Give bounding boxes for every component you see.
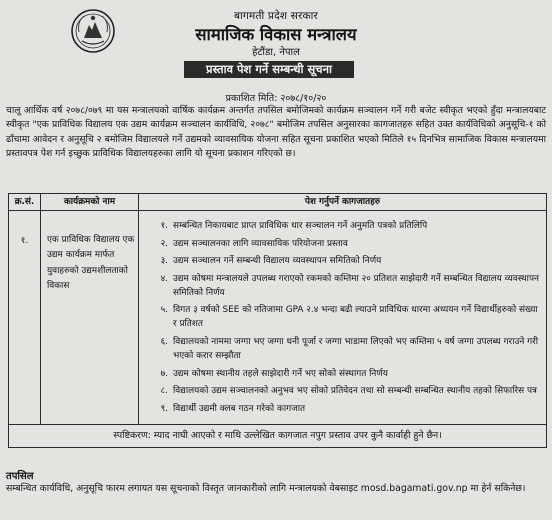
list-item-text: उद्यम कोषमा स्थानीय तहले साझेदारी गर्ने भए सोको संस्थागत निर्णय bbox=[173, 368, 388, 379]
list-item bbox=[153, 335, 542, 363]
list-item-number: ३. bbox=[160, 256, 168, 267]
ministry-name: सामाजिक विकास मन्त्रालय bbox=[195, 25, 357, 44]
list-item bbox=[153, 367, 542, 381]
list-item bbox=[153, 237, 542, 251]
list-item-text: विद्यालयको उद्यम सञ्चालनको अनुभव भए सोको प्रतिवेदन तथा सो सम्बन्धी सम्बन्धित स्थानीय तहको सिफारिस पत्र bbox=[173, 386, 537, 397]
list-item bbox=[153, 272, 542, 300]
list-item-number: ८. bbox=[160, 386, 168, 397]
list-item-number: १. bbox=[160, 221, 168, 231]
intro-paragraph: चालू आर्थिक वर्ष २०७८/०७९ मा यस मन्त्रालयको वार्षिक कार्यक्रम अन्तर्गत तपसिल बमोजिमको कार्यक्रम सञ्चालन गर्ने गरी बजेट स्वीकृत भएको हुँदा मन्त्रालयबाट स्वीकृत "एक प्राविधिक विद्यालय एक उद्यम कार्यक्रम सञ्चालन कार्यविधि, २०७८" बमोजिम तपसिल अनुसारका कागजातहरु सहित उक्त कार्यविधिको अनुसूचि-१ को ढाँचामा आवेदन र अनुसूचि २ बमोजिम विद्यालयले गर्ने उद्यमको व्यावसायिक योजना सहित सूचना प्रकाशित भएको मितिले १५ दिनभित्र सामाजिक विकास मन्त्रालयमा प्रस्तावपत्र पेश गर्न इच्छुक प्राविधिक विद्यालयहरुका लागि यो सूचना प्रकाशन गरिएको छ। bbox=[6, 105, 546, 159]
footnote-heading: तपसिल bbox=[6, 471, 34, 482]
list-item-text: उद्यम सञ्चालनका लागि व्यावसायिक परियोजना प्रस्ताव bbox=[173, 238, 348, 249]
list-item-number: ४. bbox=[160, 273, 168, 284]
list-item bbox=[153, 219, 542, 233]
list-item bbox=[153, 384, 542, 398]
list-item-number: २. bbox=[160, 238, 168, 249]
list-item bbox=[153, 402, 542, 416]
list-item-text: सम्बन्धित निकायबाट प्राप्त प्राविधिक धार सञ्चालन गर्ने अनुमति पत्रको प्रतिलिपि bbox=[173, 221, 428, 231]
document-list bbox=[139, 211, 547, 425]
column-header-program: कार्यक्रमको नाम bbox=[41, 194, 139, 211]
clarification-row bbox=[9, 425, 547, 448]
list-item-text: विद्यालयको नाममा जग्गा भए जग्गा धनी पूर्जा र जग्गा भाडामा लिएको भए कम्तिमा ५ वर्ष जग्गा उपलब्ध गराउने गरी भएको करार सम्झौता bbox=[173, 336, 539, 361]
list-item-text: विगत ३ वर्षको SEE को नतिजामा GPA २.४ भन्दा बढी ल्याउने प्राविधिक धारमा अध्ययन गर्ने विद्यार्थीहरुको संख्या र प्रतिशत bbox=[173, 305, 538, 330]
list-item-text: उद्यम कोषमा मन्त्रालयले उपलब्ध गराएको रकमको कम्तिमा २० प्रतिशत साझेदारी गर्ने सम्बन्धित विद्यालय व्यवस्थापन समितिको निर्णय bbox=[173, 273, 539, 298]
province-government: बागमती प्रदेश सरकार bbox=[233, 10, 319, 22]
column-header-sn: क्र.सं. bbox=[9, 194, 41, 211]
ministry-location: हेटौंडा, नेपाल bbox=[252, 47, 300, 58]
table-row bbox=[9, 211, 547, 425]
column-header-documents: पेश गर्नुपर्ने कागजातहरु bbox=[139, 194, 547, 211]
list-item-number: ५. bbox=[160, 305, 168, 316]
notice-title: प्रस्ताव पेश गर्ने सम्बन्धी सूचना bbox=[184, 61, 354, 78]
clarification-note: स्पष्टिकरण: म्याद नाघी आएको र माथि उल्लेखित कागजात नपुग प्रस्ताव उपर कुनै कार्वाही हुने छैन। bbox=[9, 425, 547, 448]
row-serial-number: १. bbox=[9, 211, 41, 425]
footnote-text: सम्बन्धित कार्यविधि, अनुसूचि फारम लगायत यस सूचनाको विस्तृत जानकारीको लागि मन्त्रालयको वेबसाइट mosd.bagamati.gov.np मा हेर्न सकिनेछ। bbox=[6, 483, 526, 494]
list-item-number: ६. bbox=[160, 336, 168, 347]
list-item bbox=[153, 254, 542, 268]
published-date: प्रकाशित मिति: २०७८/१०/२० bbox=[225, 93, 327, 104]
list-item-text: विद्यार्थी उद्यमी क्लब गठन गरेको कागजात bbox=[173, 403, 306, 414]
program-name: एक प्राविधिक विद्यालय एक उद्यम कार्यक्रम मार्फत युवाहरुको उद्यमशीलताको विकास bbox=[41, 211, 139, 425]
list-item bbox=[153, 303, 542, 331]
requirements-table bbox=[8, 193, 547, 448]
list-item-number: ७. bbox=[160, 368, 168, 379]
list-item-text: उद्यम सञ्चालन गर्ने सम्बन्धी विद्यालय व्यवस्थापन समितिको निर्णय bbox=[173, 256, 382, 267]
list-item-number: ९. bbox=[160, 403, 168, 414]
table-header-row bbox=[9, 194, 547, 211]
